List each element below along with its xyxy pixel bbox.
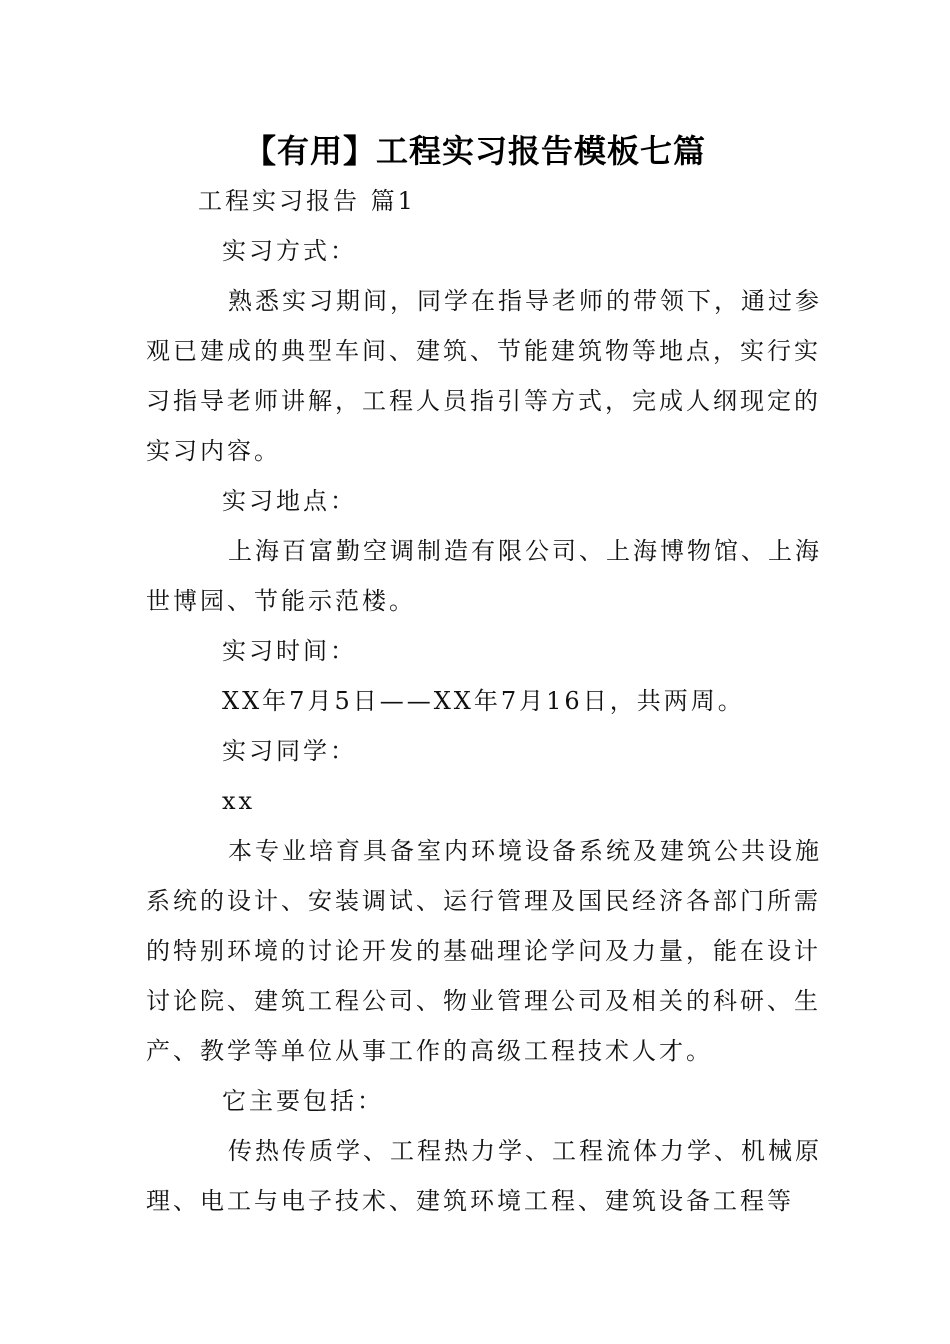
paragraph-line: XX年7月5日——XX年7月16日，共两周。 <box>222 687 745 715</box>
label-practice-classmates: 实习同学： <box>222 737 357 765</box>
paragraph-line: 熟悉实习期间，同学在指导老师的带领下，通过参 <box>228 287 822 315</box>
paragraph-line: 产、教学等单位从事工作的高级工程技术人才。 <box>146 1037 713 1065</box>
paragraph-line: 上海百富勤空调制造有限公司、上海博物馆、上海 <box>228 537 822 565</box>
label-practice-time: 实习时间： <box>222 637 357 665</box>
paragraph-line: 传热传质学、工程热力学、工程流体力学、机械原 <box>228 1137 822 1165</box>
label-main-content: 它主要包括： <box>222 1087 384 1115</box>
paragraph-line: 世博园、节能示范楼。 <box>146 587 416 615</box>
paragraph-line: 的特别环境的讨论开发的基础理论学问及力量，能在设计 <box>146 937 821 965</box>
label-practice-method: 实习方式： <box>222 237 357 265</box>
paragraph-line: 理、电工与电子技术、建筑环境工程、建筑设备工程等 <box>146 1187 794 1215</box>
section-heading: 工程实习报告 篇1 <box>198 187 416 215</box>
paragraph-line: 系统的设计、安装调试、运行管理及国民经济各部门所需 <box>146 887 821 915</box>
paragraph-line: 讨论院、建筑工程公司、物业管理公司及相关的科研、生 <box>146 987 821 1015</box>
paragraph-line: xx <box>222 787 256 815</box>
paragraph-line: 本专业培育具备室内环境设备系统及建筑公共设施 <box>228 837 822 865</box>
paragraph-line: 观已建成的典型车间、建筑、节能建筑物等地点，实行实 <box>146 337 821 365</box>
paragraph-line: 习指导老师讲解，工程人员指引等方式，完成人纲现定的 <box>146 387 821 415</box>
paragraph-line: 实习内容。 <box>146 437 281 465</box>
label-practice-location: 实习地点： <box>222 487 357 515</box>
document-title: 【有用】工程实习报告模板七篇 <box>243 132 706 170</box>
